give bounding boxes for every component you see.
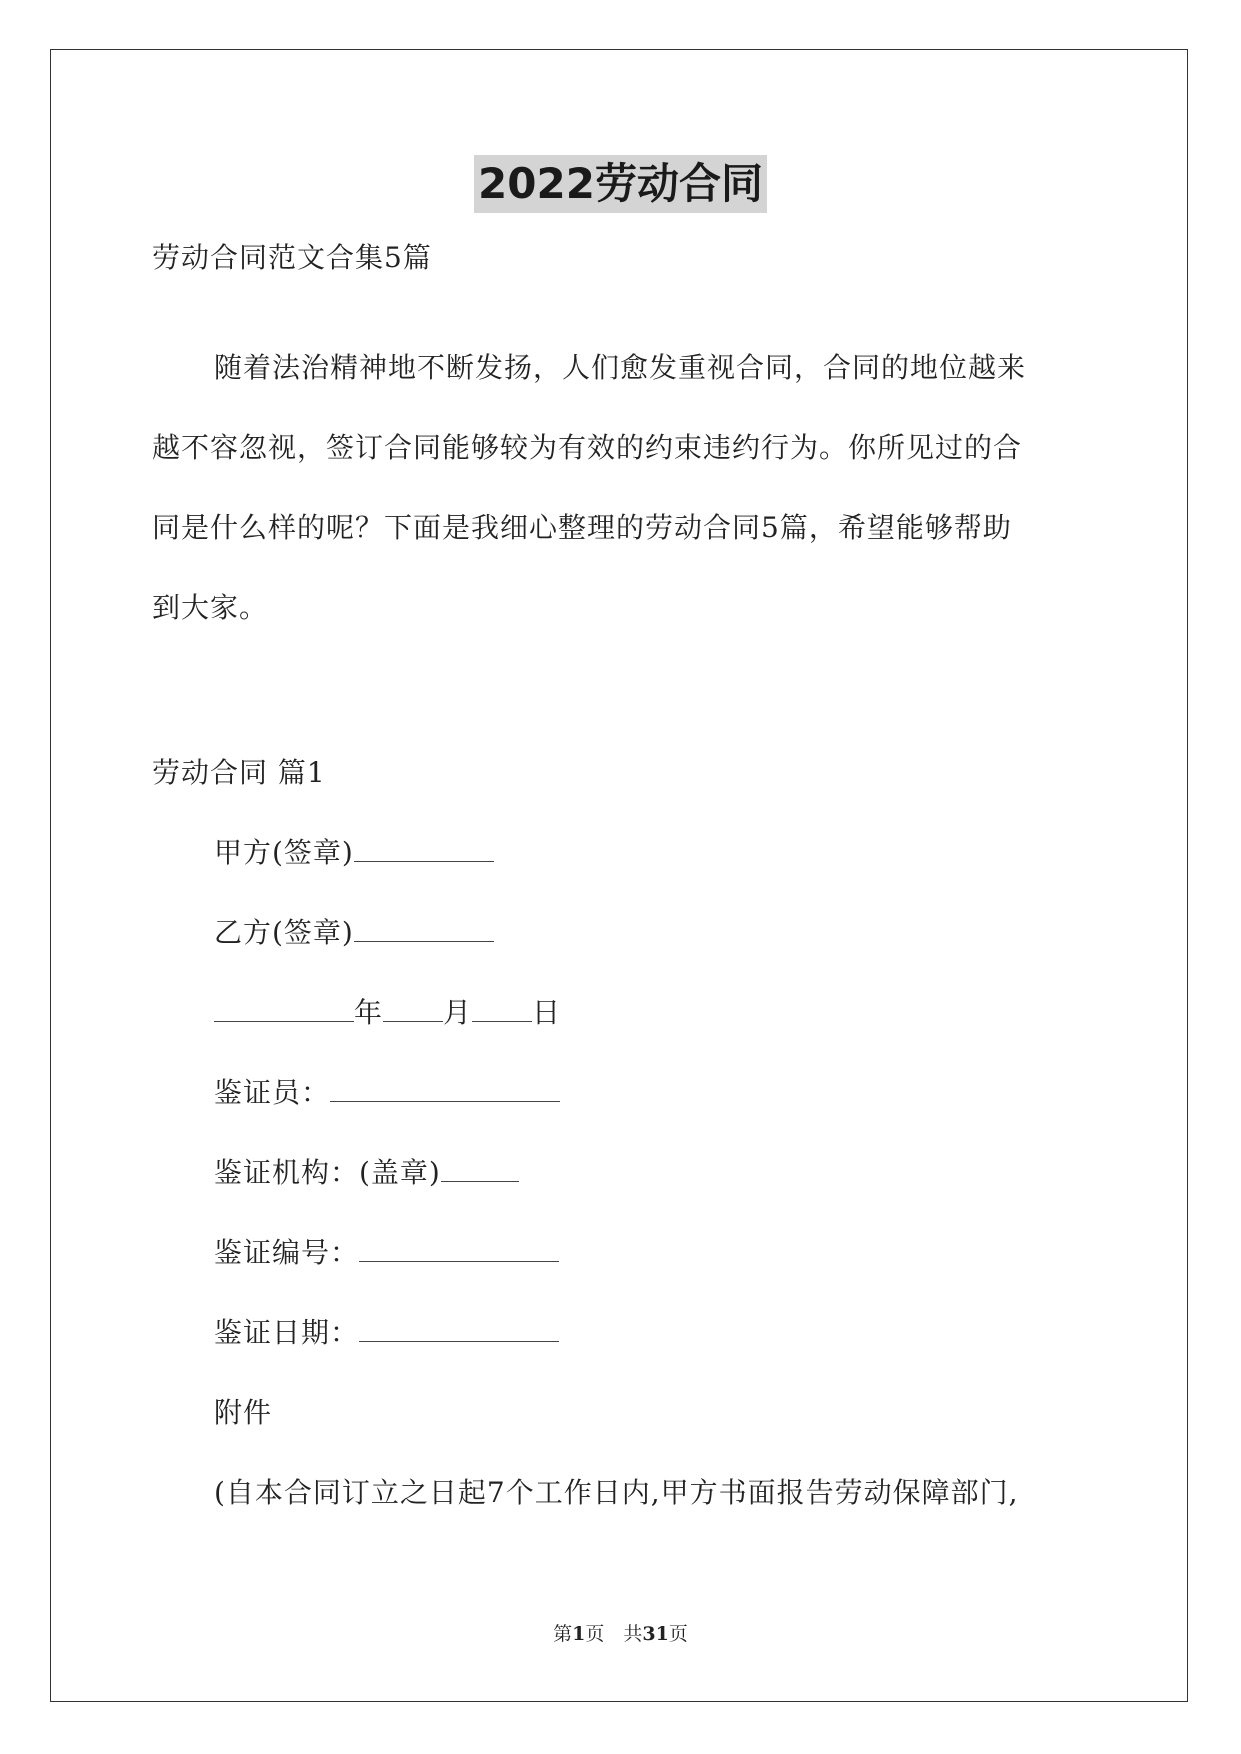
intro-line-2: 越不容忽视，签订合同能够较为有效的约束违约行为。你所见过的合 xyxy=(152,431,1023,464)
page-border xyxy=(50,49,1188,1702)
footer-suffix: 页 xyxy=(668,1623,688,1645)
witness-row xyxy=(214,1075,560,1111)
party-b-row xyxy=(214,915,494,951)
party-a-row xyxy=(214,835,494,871)
witness-no-row xyxy=(214,1235,559,1271)
year-label: 年 xyxy=(354,996,384,1029)
witness-blank xyxy=(330,1075,560,1102)
page-footer xyxy=(0,1621,1241,1647)
attachment-label: 附件 xyxy=(214,1396,273,1429)
intro-line-1: 随着法治精神地不断发扬，人们愈发重视合同，合同的地位越来 xyxy=(214,351,1027,384)
document-title: 2022劳动合同 xyxy=(474,155,767,213)
witness-label: 鉴证员： xyxy=(214,1076,331,1109)
section-heading: 劳动合同 篇1 xyxy=(152,756,326,789)
date-row xyxy=(214,995,561,1031)
intro-line-4: 到大家。 xyxy=(152,591,269,624)
witness-org-blank xyxy=(441,1155,519,1182)
party-a-blank xyxy=(354,835,494,862)
footer-page-total: 31 xyxy=(642,1623,669,1645)
attachment-text: (自本合同订立之日起7个工作日内,甲方书面报告劳动保障部门, xyxy=(214,1476,1019,1509)
footer-prefix: 第 xyxy=(553,1623,573,1645)
witness-no-label: 鉴证编号： xyxy=(214,1236,360,1269)
year-blank xyxy=(214,995,354,1022)
party-b-label: 乙方(签章) xyxy=(214,916,354,949)
month-label: 月 xyxy=(443,996,473,1029)
witness-org-label: 鉴证机构：(盖章) xyxy=(214,1156,441,1189)
witness-date-label: 鉴证日期： xyxy=(214,1316,360,1349)
witness-date-blank xyxy=(359,1315,559,1342)
witness-no-blank xyxy=(359,1235,559,1262)
document-title-wrap xyxy=(0,155,1241,213)
witness-date-row xyxy=(214,1315,559,1351)
footer-page-current: 1 xyxy=(572,1623,586,1645)
intro-line-3: 同是什么样的呢？下面是我细心整理的劳动合同5篇，希望能够帮助 xyxy=(152,511,1012,544)
month-blank xyxy=(383,995,443,1022)
witness-org-row xyxy=(214,1155,519,1191)
footer-mid: 页 共 xyxy=(585,1623,643,1645)
party-a-label: 甲方(签章) xyxy=(214,836,354,869)
day-label: 日 xyxy=(532,996,562,1029)
day-blank xyxy=(472,995,532,1022)
party-b-blank xyxy=(354,915,494,942)
subtitle: 劳动合同范文合集5篇 xyxy=(152,241,432,274)
